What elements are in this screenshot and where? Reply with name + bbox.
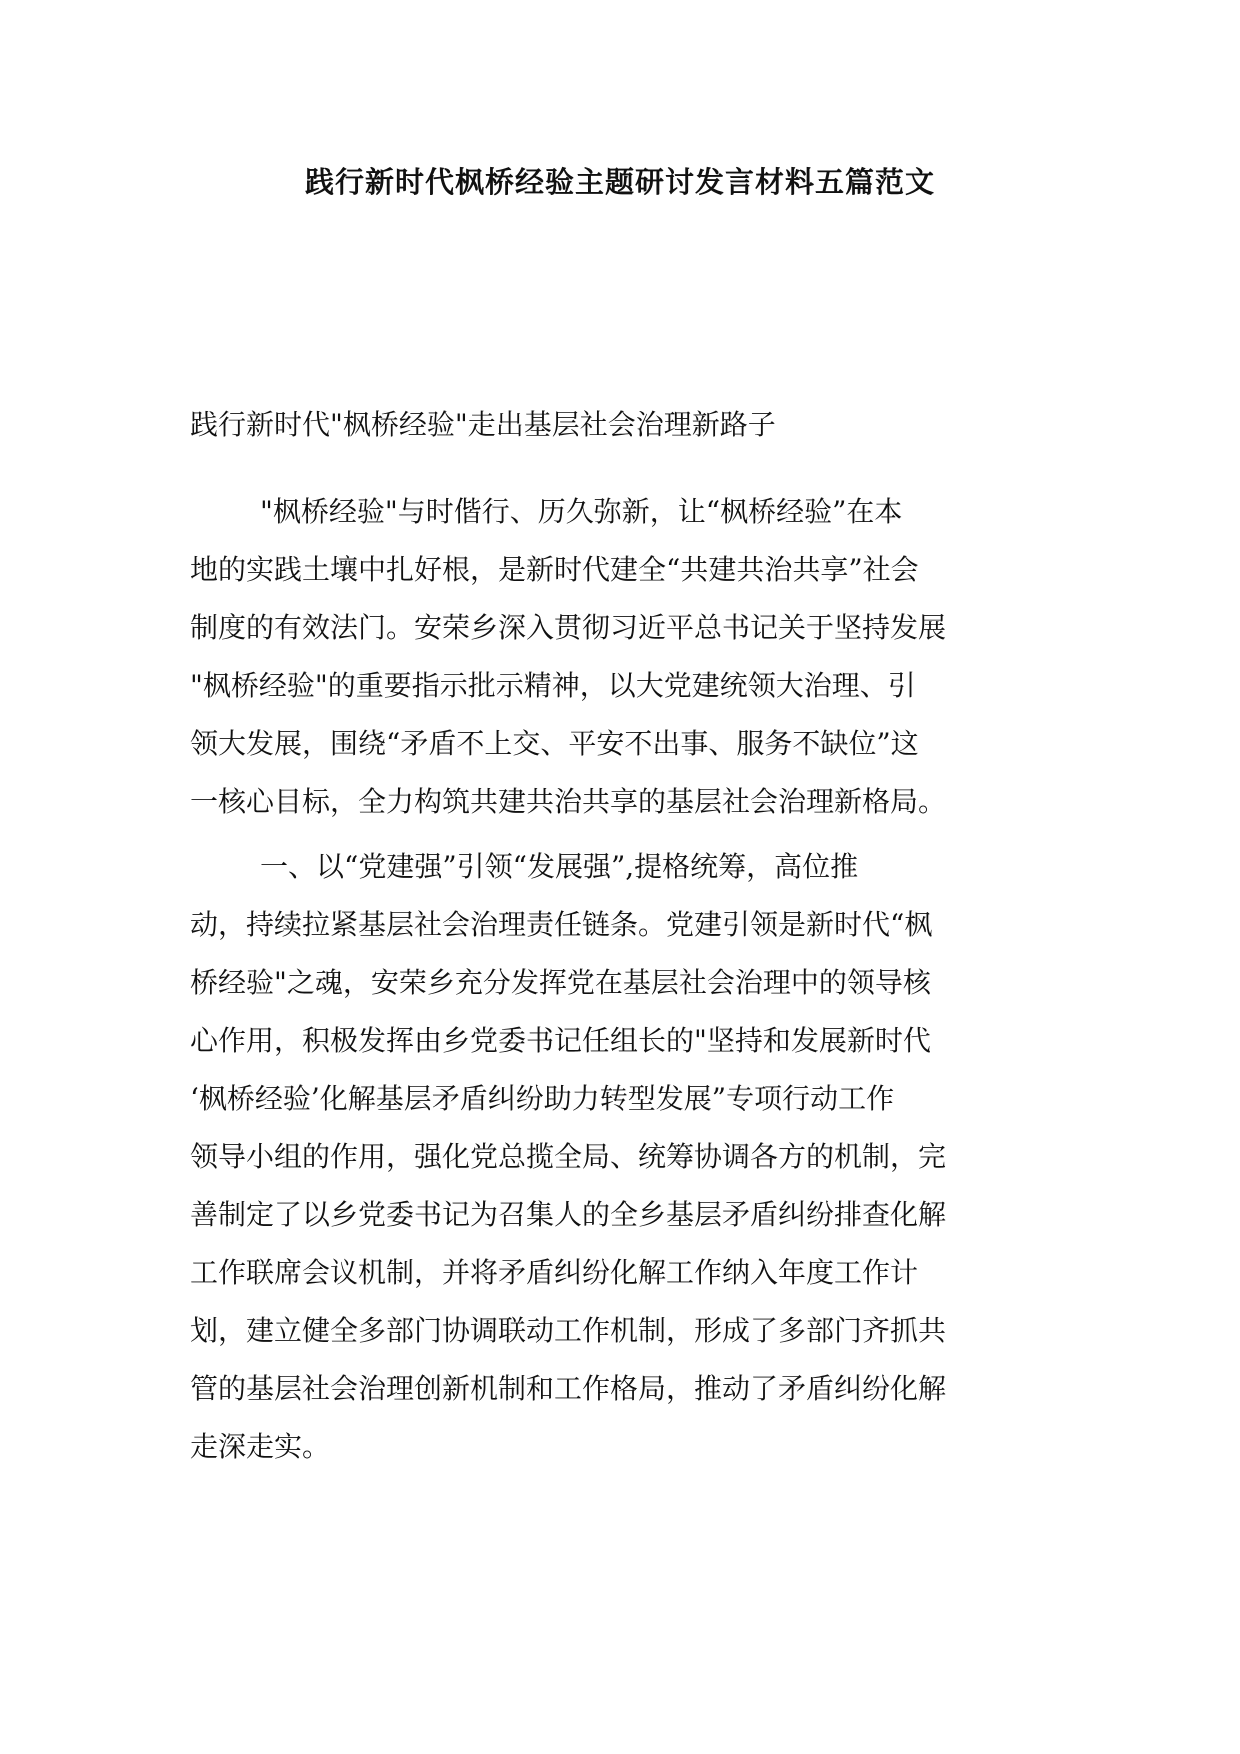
document-title: 践行新时代枫桥经验主题研讨发言材料五篇范文 (304, 165, 935, 199)
paragraph-line: 桥经验"之魂，安荣乡充分发挥党在基层社会治理中的领导核 (190, 966, 931, 999)
paragraph-line: 领大发展，围绕“矛盾不上交、平安不出事、服务不缺位”这 (190, 727, 919, 760)
paragraph-line: "枫桥经验"与时偕行、历久弥新，让“枫桥经验”在本 (260, 495, 903, 528)
paragraph-line: 地的实践土壤中扎好根，是新时代建全“共建共治共享”社会 (190, 553, 919, 586)
paragraph-line: 管的基层社会治理创新机制和工作格局，推动了矛盾纠纷化解 (190, 1372, 947, 1405)
paragraph-line: 一核心目标，全力构筑共建共治共享的基层社会治理新格局。 (190, 785, 947, 818)
paragraph-line: 划，建立健全多部门协调联动工作机制，形成了多部门齐抓共 (190, 1314, 947, 1347)
paragraph-line: 制度的有效法门。安荣乡深入贯彻习近平总书记关于坚持发展 (190, 611, 947, 644)
paragraph-section-one (190, 838, 1070, 1476)
paragraph-line: "枫桥经验"的重要指示批示精神，以大党建统领大治理、引 (190, 669, 916, 702)
paragraph-line: 动，持续拉紧基层社会治理责任链条。党建引领是新时代“枫 (190, 908, 933, 941)
paragraph-line: 心作用，积极发挥由乡党委书记任组长的"坚持和发展新时代 (190, 1024, 931, 1057)
paragraph-line: 领导小组的作用，强化党总揽全局、统筹协调各方的机制，完 (190, 1140, 947, 1173)
paragraph-line: 善制定了以乡党委书记为召集人的全乡基层矛盾纠纷排查化解 (190, 1198, 947, 1231)
paragraph-line: 一、以“党建强”引领“发展强”,提格统筹，高位推 (260, 850, 859, 883)
paragraph-line: 工作联席会议机制，并将矛盾纠纷化解工作纳入年度工作计 (190, 1256, 919, 1289)
paragraph-line: ‘枫桥经验’化解基层矛盾纠纷助力转型发展”专项行动工作 (190, 1082, 895, 1115)
paragraph-line: 走深走实。 (190, 1430, 331, 1463)
document-subtitle: 践行新时代"枫桥经验"走出基层社会治理新路子 (190, 408, 776, 441)
paragraph-intro (190, 483, 1070, 831)
